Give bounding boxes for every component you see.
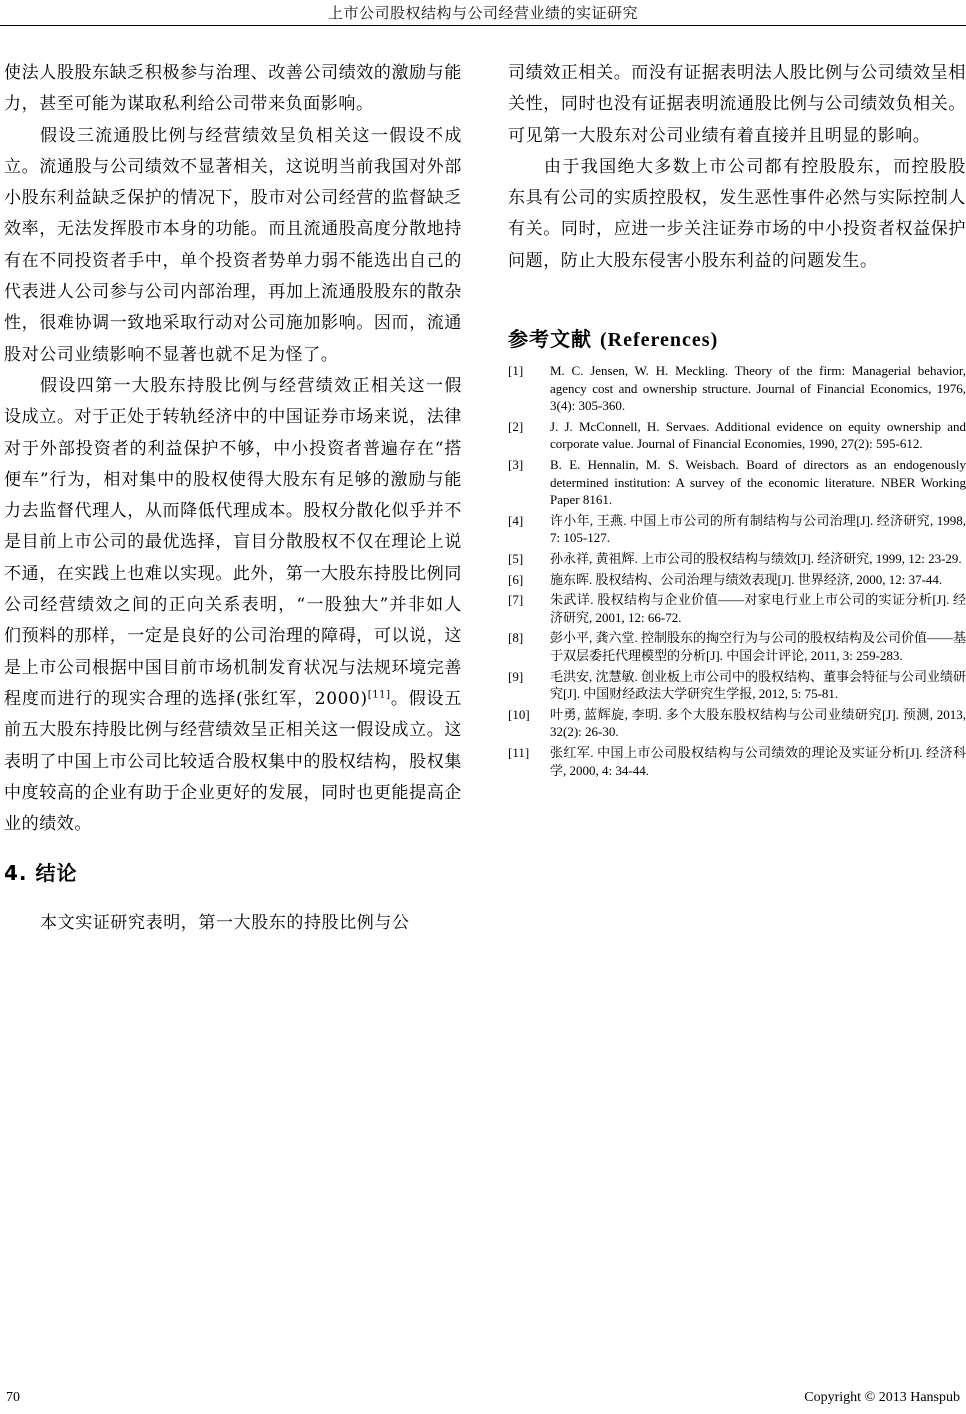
paragraph	[4, 371, 462, 840]
reference-text: 彭小平, 龚六堂. 控制股东的掏空行为与公司的股权结构及公司价值——基于双层委托代理模型的分析[J]. 中国会计评论, 2011, 3: 259-283.	[550, 630, 966, 663]
copyright-notice: Copyright © 2013 Hanspub	[804, 1390, 960, 1405]
paragraph-text: 。假设五前五大股东持股比例与经营绩效呈正相关这一假设成立。这表明了中国上市公司比较适合股权集中的股权结构，股权集中度较高的企业有助于企业更好的发展，同时也更能提高企业的绩效。	[4, 688, 462, 835]
reference-number: [2]	[508, 418, 524, 434]
reference-text: 施东晖. 股权结构、公司治理与绩效表现[J]. 世界经济, 2000, 12: 37-44.	[550, 571, 943, 587]
paragraph-text: 假设四第一大股东持股比例与经营绩效正相关这一假设成立。对于正处于转轨经济中的中国证券市场来说，法律对于外部投资者的利益保护不够，中小投资者普遍存在“搭便车”行为，相对集中的股权使得大股东有足够的激励与能力去监督代理人，从而降低代理成本。股权分散化似乎并不是目前上市公司的最优选择，盲目分散股权不仅在理论上说不通，在实践上也难以实现。此外，第一大股东持股比例同公司经营绩效之间的正向关系表明，“一股独大”并非如人们预料的那样，一定是良好的公司治理的障碍，可以说，这是上市公司根据中国目前市场机制发育状况与法规环境完善程度而进行的现实合理的选择(张红军，2000)	[4, 375, 462, 709]
reference-text: B. E. Hennalin, M. S. Weisbach. Board of directors as an endogenously determined institution: A survey of the economic literature. NBER Working Paper 8161.	[550, 457, 966, 508]
header-rule	[0, 25, 966, 26]
paragraph: 由于我国绝大多数上市公司都有控股股东，而控股股东具有公司的实质控股权，发生恶性事件必然与实际控制人有关。同时，应进一步关注证券市场的中小投资者权益保护问题，防止大股东侵害小股东利益的问题发生。	[508, 156, 966, 271]
right-column	[508, 58, 966, 782]
reference-item	[508, 418, 966, 453]
references-heading-en: (References)	[600, 329, 719, 352]
references-heading-cn: 参考文献	[508, 327, 592, 352]
reference-item	[508, 550, 966, 568]
reference-number: [8]	[508, 630, 524, 646]
paragraph: 司绩效正相关。而没有证据表明法人股比例与公司绩效呈相关性，同时也没有证据表明流通股比例与公司绩效负相关。可见第一大股东对公司业绩有着直接并且明显的影响。	[508, 63, 966, 146]
left-column	[4, 58, 462, 940]
reference-text: 张红军. 中国上市公司股权结构与公司绩效的理论及实证分析[J]. 经济科学, 2000, 4: 34-44.	[550, 744, 966, 778]
reference-text: M. C. Jensen, W. H. Meckling. Theory of the firm: Managerial behavior, agency cost and ownership structure. Journal of Financial Economics, 1976, 3(4): 305-360.	[550, 363, 966, 414]
reference-number: [5]	[508, 551, 524, 567]
reference-text: 叶勇, 蓝辉旋, 李明. 多个大股东股权结构与公司业绩研究[J]. 预测, 2013, 32(2): 26-30.	[550, 706, 966, 740]
running-title: 上市公司股权结构与公司经营业绩的实证研究	[327, 4, 638, 22]
reference-number: [10]	[508, 706, 530, 722]
reference-text: 孙永祥, 黄祖辉. 上市公司的股权结构与绩效[J]. 经济研究, 1999, 12: 23-29.	[550, 551, 962, 567]
reference-number: [6]	[508, 571, 524, 587]
paragraph: 假设三流通股比例与经营绩效呈负相关这一假设不成立。流通股与公司绩效不显著相关，这说明当前我国对外部小股东利益缺乏保护的情况下，股市对公司经营的监督缺乏效率，无法发挥股市本身的功能。而且流通股高度分散地持有在不同投资者手中，单个投资者势单力弱不能选出自己的代表进人公司参与公司内部治理，再加上流通股股东的散杂性，很难协调一致地采取行动对公司施加影响。因而，流通股对公司业绩影响不显著也就不足为怪了。	[4, 125, 462, 365]
reference-text: 朱武详. 股权结构与企业价值——对家电行业上市公司的实证分析[J]. 经济研究, 2001, 12: 66-72.	[550, 592, 966, 625]
reference-item	[508, 362, 966, 415]
reference-item	[508, 706, 966, 741]
reference-list	[508, 362, 966, 779]
reference-number: [11]	[508, 744, 530, 760]
section-heading: 4. 结论	[4, 861, 78, 886]
reference-item	[508, 512, 966, 547]
reference-number: [1]	[508, 363, 524, 379]
reference-number: [9]	[508, 668, 524, 684]
reference-text: 许小年, 王燕. 中国上市公司的所有制结构与公司治理[J]. 经济研究, 1998, 7: 105-127.	[550, 512, 966, 546]
reference-item	[508, 591, 966, 626]
reference-item	[508, 744, 966, 779]
reference-item	[508, 668, 966, 703]
paragraph: 使法人股股东缺乏积极参与治理、改善公司绩效的激励与能力，甚至可能为谋取私利给公司带来负面影响。	[4, 63, 462, 115]
citation-link[interactable]: [11]	[367, 689, 391, 701]
reference-item	[508, 571, 966, 589]
reference-text: J. J. McConnell, H. Servaes. Additional evidence on equity ownership and corporate value. Journal of Financial Economies, 1990, 27(2): 595-612.	[550, 418, 966, 452]
page-number: 70	[6, 1390, 20, 1405]
paragraph: 本文实证研究表明，第一大股东的持股比例与公	[40, 913, 410, 934]
reference-number: [4]	[508, 512, 524, 528]
reference-text: 毛洪安, 沈慧敏. 创业板上市公司中的股权结构、董事会特征与公司业绩研究[J]. 中国财经政法大学研究生学报, 2012, 5: 75-81.	[550, 668, 966, 702]
reference-number: [7]	[508, 592, 524, 608]
references-heading	[508, 323, 966, 352]
reference-item	[508, 629, 966, 664]
reference-item	[508, 456, 966, 509]
reference-number: [3]	[508, 457, 524, 473]
